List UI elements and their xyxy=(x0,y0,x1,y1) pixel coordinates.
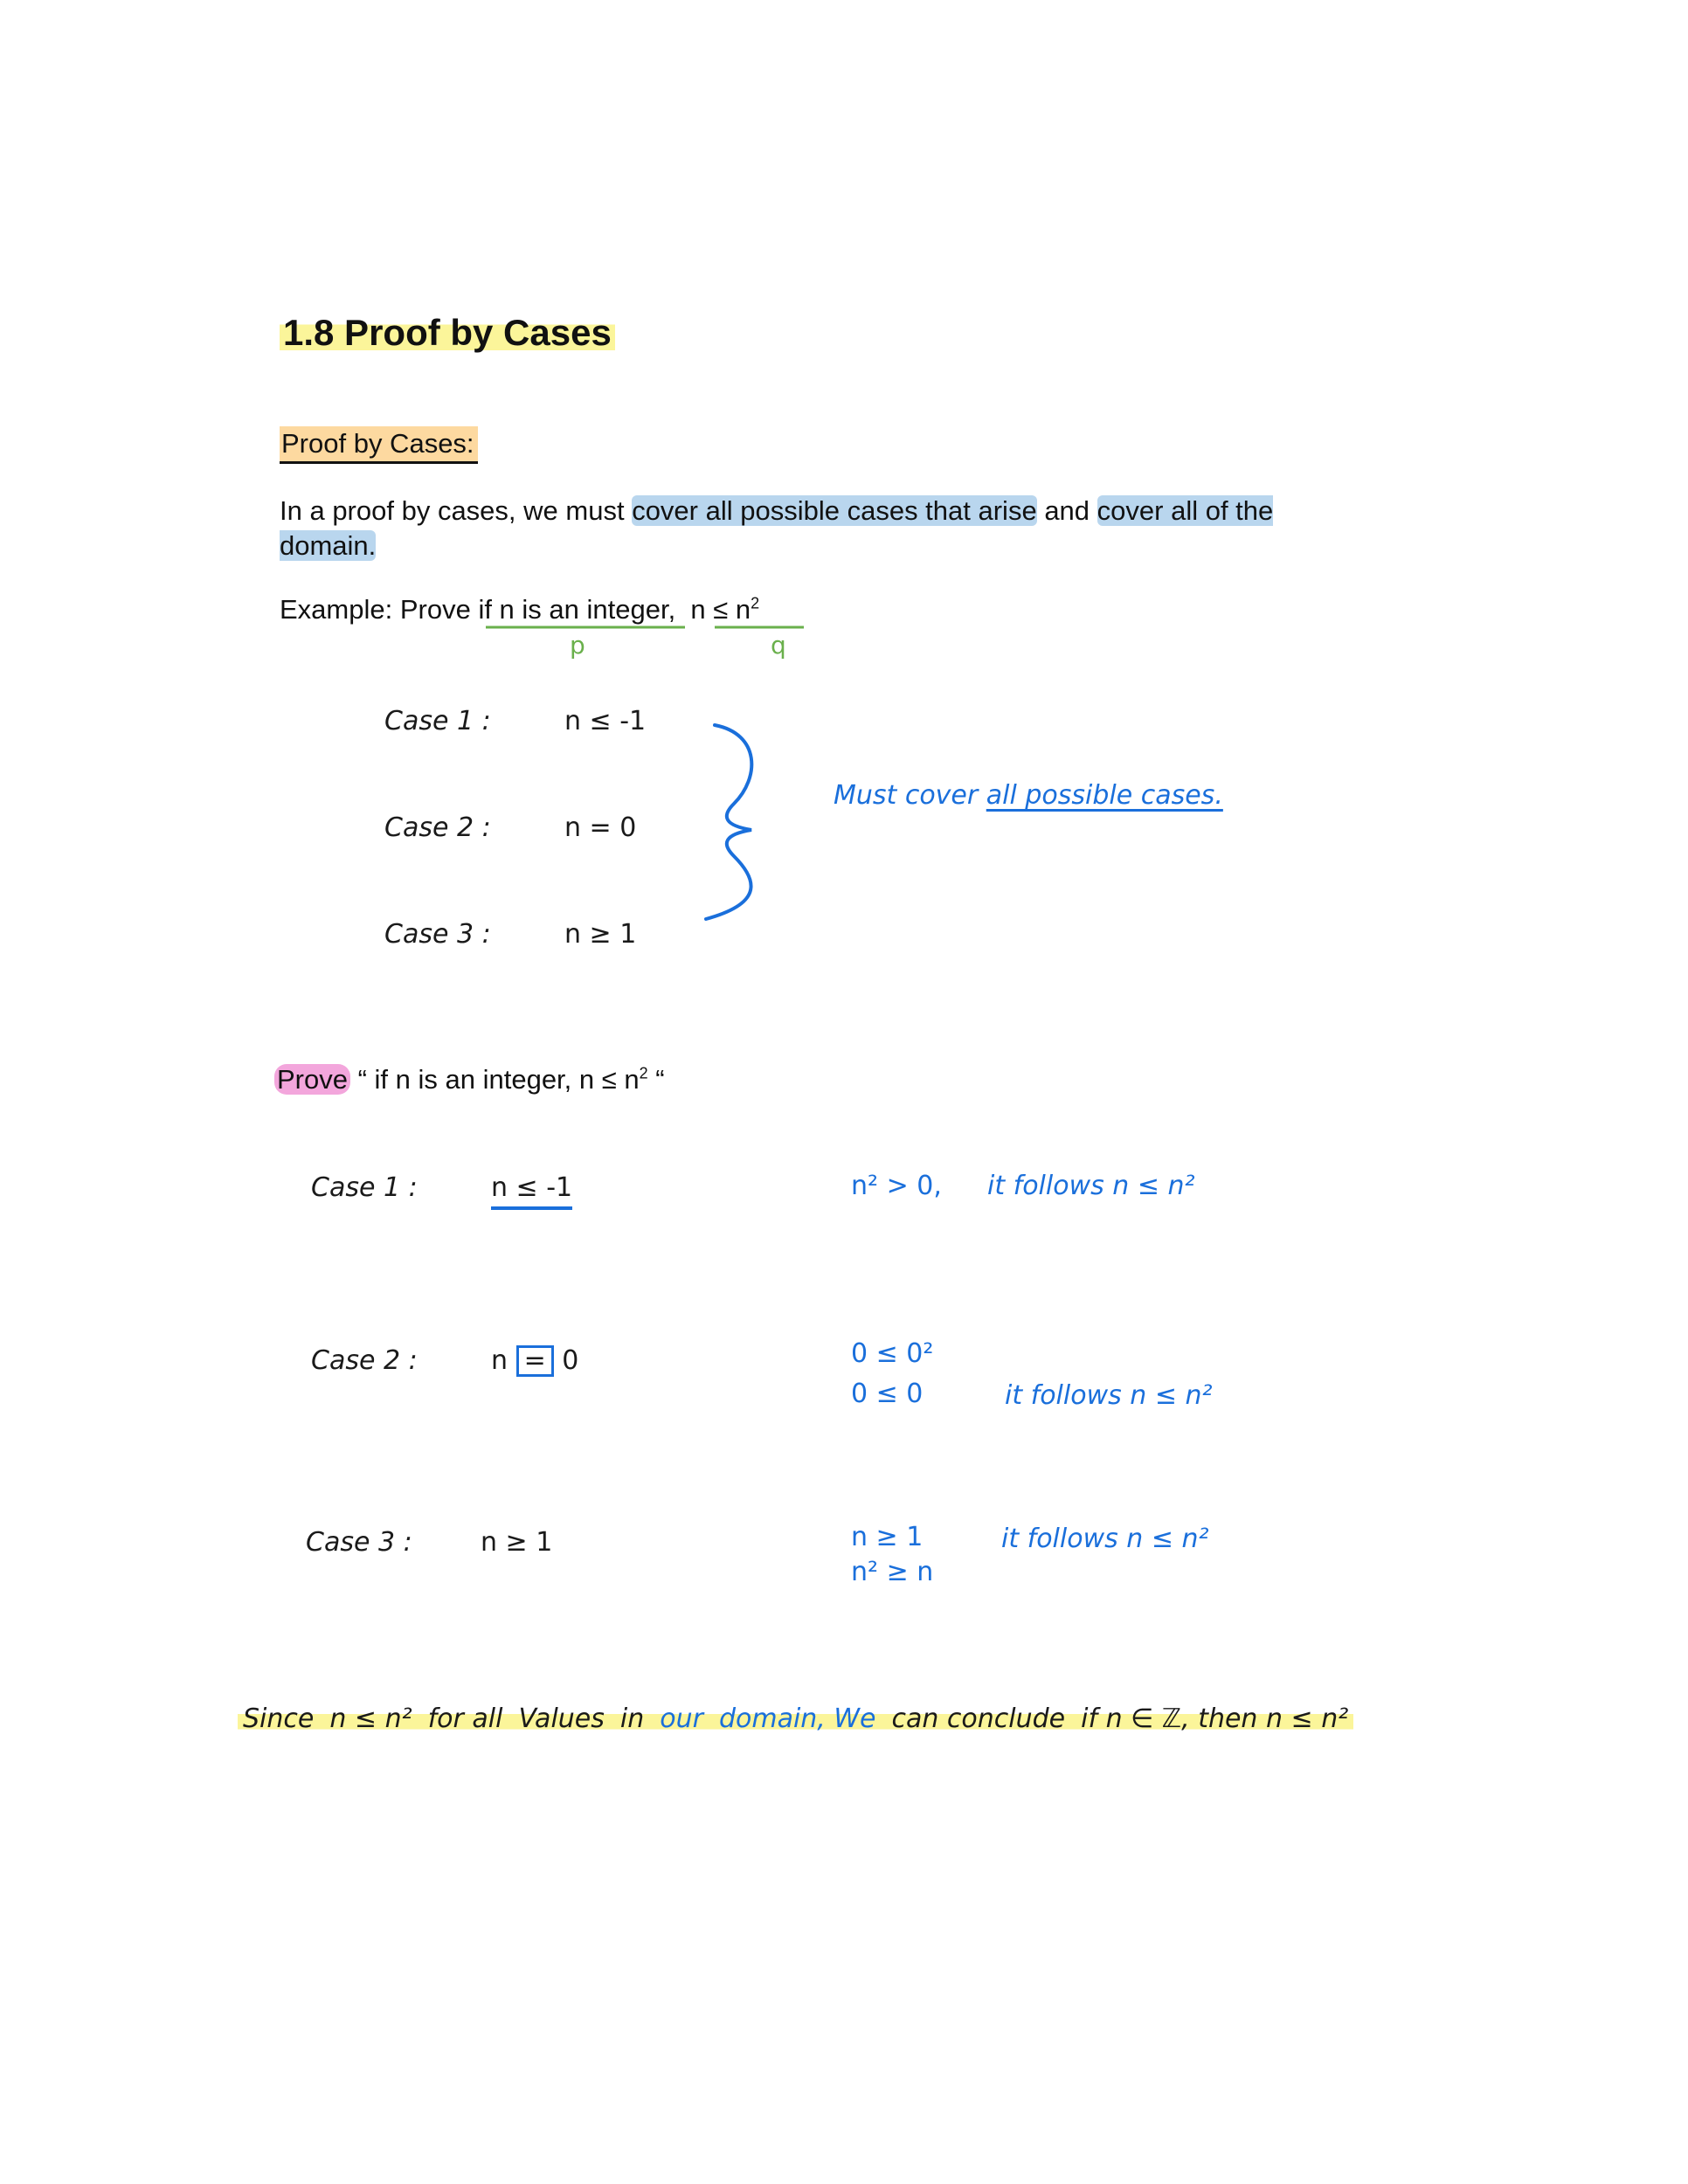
conclusion-domain: domain, We xyxy=(718,1704,876,1734)
case-1-label: Case 1 : xyxy=(311,1172,418,1203)
q-label: q xyxy=(771,631,786,660)
pq-annotations xyxy=(0,0,1688,699)
brace-note-prefix: Must cover xyxy=(834,780,986,811)
example-p-text: if n is an integer, xyxy=(478,594,676,625)
paragraph-text-2: and xyxy=(1036,495,1097,526)
highlight-cover-domain: cover all of the domain. xyxy=(280,495,1274,561)
case-1-cond: n ≤ -1 xyxy=(491,1172,572,1210)
case-3-cond-top: n ≥ 1 xyxy=(564,919,637,950)
highlight-cover-cases: cover all possible cases that arise xyxy=(632,495,1037,526)
case-3-label-top: Case 3 : xyxy=(384,919,491,950)
example-label: Example: Prove xyxy=(280,594,479,625)
brace-note-underlined: all possible cases. xyxy=(986,780,1223,811)
conclusion-final: if n ∈ ℤ, then n ≤ n² xyxy=(1081,1704,1349,1734)
conclusion-since: Since xyxy=(243,1704,315,1734)
prove-word: Prove xyxy=(274,1064,350,1095)
prove-close: “ xyxy=(647,1064,665,1095)
conclusion-forall: for all xyxy=(427,1704,503,1734)
case-2-result: it follows n ≤ n² xyxy=(1005,1380,1213,1411)
prove-exponent: 2 xyxy=(639,1064,648,1082)
case-3-result: it follows n ≤ n² xyxy=(1001,1524,1209,1554)
case-2-cond xyxy=(491,1345,578,1377)
case-2-cond-box: = xyxy=(516,1345,554,1377)
page-title: 1.8 Proof by Cases xyxy=(280,312,615,354)
conclusion-in: in xyxy=(619,1704,645,1734)
conclusion xyxy=(238,1704,1353,1734)
case-3-cond: n ≥ 1 xyxy=(481,1527,553,1558)
case-3-work-1: n ≥ 1 xyxy=(851,1522,924,1552)
p-label: p xyxy=(570,631,585,660)
case-1-work: n² > 0, xyxy=(851,1171,942,1201)
case-2-cond-rest: 0 xyxy=(562,1345,579,1376)
case-1-label-top: Case 1 : xyxy=(384,706,491,736)
case-2-label: Case 2 : xyxy=(311,1345,418,1376)
prove-rest: “ if n is an integer, n ≤ n xyxy=(349,1064,640,1095)
prove-statement xyxy=(274,1064,665,1095)
case-2-cond-n: n xyxy=(491,1345,508,1376)
case-1-result: it follows n ≤ n² xyxy=(987,1171,1195,1201)
curly-brace-icon xyxy=(690,716,786,926)
conclusion-can: can conclude xyxy=(891,1704,1066,1734)
case-2-cond-top: n = 0 xyxy=(564,812,637,843)
brace-note xyxy=(834,780,1223,811)
case-3-label: Case 3 : xyxy=(306,1527,412,1558)
section-heading: Proof by Cases: xyxy=(280,426,478,464)
case-2-label-top: Case 2 : xyxy=(384,812,491,843)
case-2-work-1: 0 ≤ 0² xyxy=(851,1338,934,1369)
conclusion-ineq: n ≤ n² xyxy=(329,1704,412,1734)
case-1-cond-top: n ≤ -1 xyxy=(564,706,647,736)
conclusion-values: Values xyxy=(518,1704,605,1734)
paragraph-text-1: In a proof by cases, we must xyxy=(280,495,633,526)
case-2-work-2: 0 ≤ 0 xyxy=(851,1379,924,1409)
example-q-text: n ≤ n xyxy=(690,594,751,625)
case-3-work-2: n² ≥ n xyxy=(851,1557,934,1587)
conclusion-our: our xyxy=(660,1704,703,1734)
example-exponent: 2 xyxy=(751,594,760,612)
